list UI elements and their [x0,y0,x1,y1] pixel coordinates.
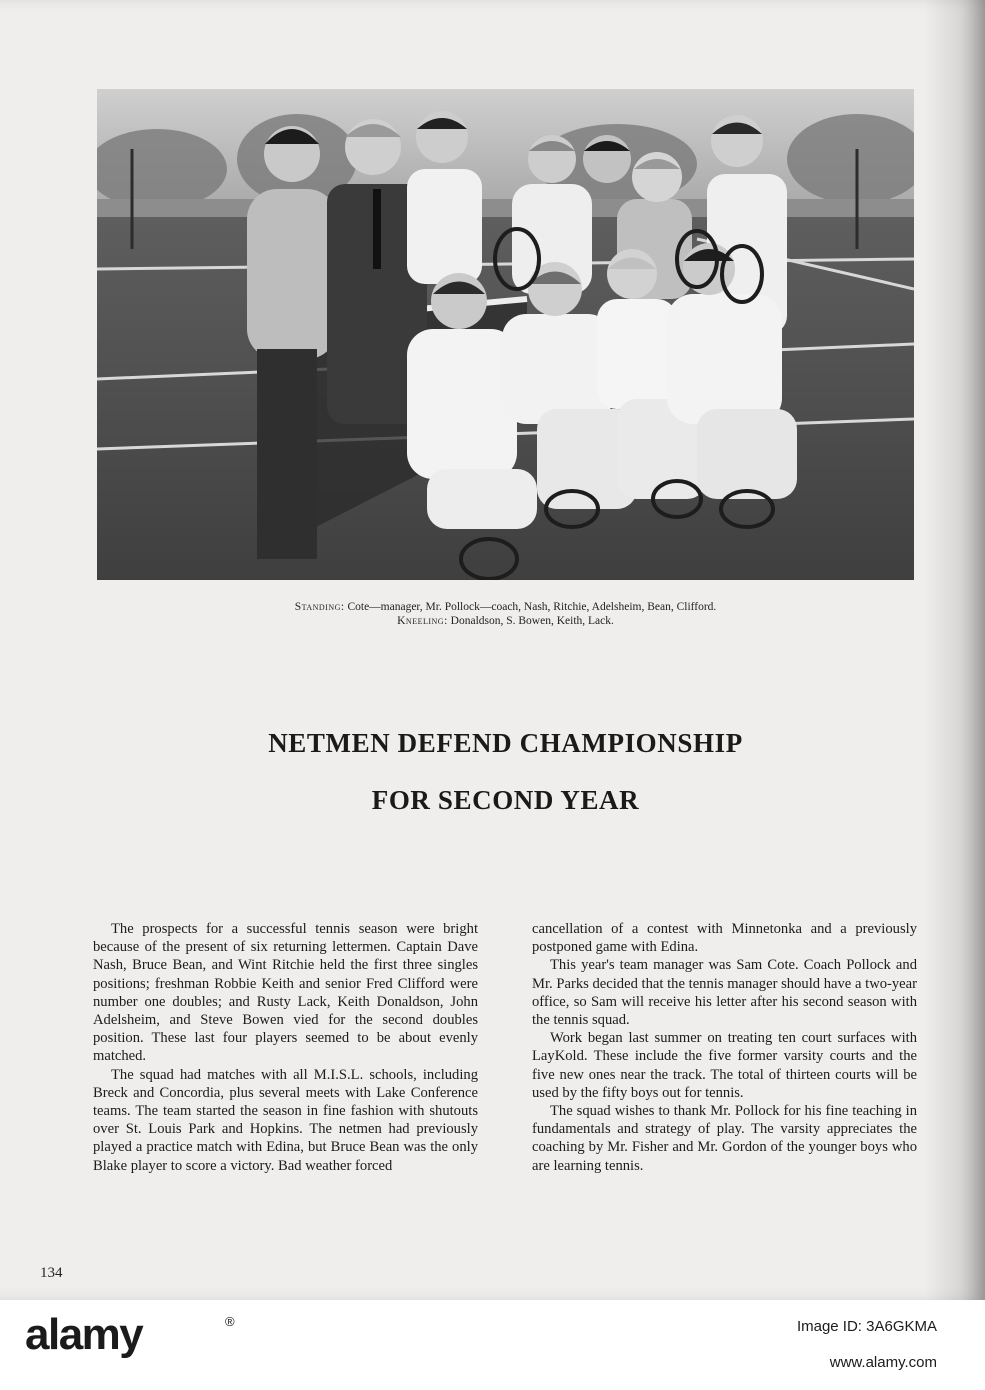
caption-standing [97,600,914,614]
article-title-line1: NETMEN DEFEND CHAMPIONSHIP [268,728,743,758]
caption-kneeling [97,614,914,628]
page-spine-shadow [925,0,985,1300]
registered-mark-icon: ® [225,1314,235,1329]
page-number: 134 [40,1265,63,1281]
left-paragraph-1: The prospects for a successful tennis season were bright because of the present of six returning lettermen. Captain Dave Nash, Bruce Bean, and Wint Ritchie held the first three singles positions; freshman Robbie Keith and senior Fred Clifford were number one doubles; and Rusty Lack, Keith Donaldson, John Adelsheim, and Steve Bowen vied for the second doubles position. These last four players seemed to be about evenly matched. [93,921,478,1065]
right-paragraph-2: This year's team manager was Sam Cote. Coach Pollock and Mr. Parks decided that the tennis manager should have a two-year office, so Sam will receive his letter after his second season with the tennis squad. [532,957,917,1029]
caption-kneeling-names: Donaldson, S. Bowen, Keith, Lack. [447,615,614,627]
caption-kneeling-label: Kneeling: [397,615,448,627]
right-paragraph-3: Work began last summer on treating ten court surfaces with LayKold. These include the five former varsity courts and the five new ones near the track. The total of thirteen courts will be used by the fifty boys out for tennis. [532,1030,917,1101]
alamy-logo: alamy [25,1310,143,1359]
team-photo [97,89,914,580]
stock-footer [0,1300,985,1390]
image-id: Image ID: 3A6GKMA [796,1318,937,1335]
photo-caption [97,600,914,628]
team-photo-illustration [97,89,914,580]
article-right-column [532,920,917,1175]
article-left-column [93,920,478,1175]
caption-standing-label: Standing: [294,601,345,613]
site-url: www.alamy.com [829,1354,937,1371]
caption-standing-names: Cote—manager, Mr. Pollock—coach, Nash, Ritchie, Adelsheim, Bean, Clifford. [344,601,717,613]
right-paragraph-4: The squad wishes to thank Mr. Pollock for his fine teaching in fundamentals and strategy of play. The varsity appreciates the coaching by Mr. Fisher and Mr. Gordon of the younger boys who are learning tennis. [532,1103,917,1174]
article-title-line2: FOR SECOND YEAR [371,785,640,815]
left-paragraph-2: The squad had matches with all M.I.S.L. schools, including Breck and Concordia, plus several meets with Lake Conference teams. The team started the season in fine fashion with shutouts over St. Louis Park and Hopkins. The netmen had previously played a practice match with Edina, but Bruce Bean was the only Blake player to score a victory. Bad weather forced [93,1066,478,1174]
right-paragraph-1: cancellation of a contest with Minnetonka and a previously postponed game with Edina. [532,921,917,956]
